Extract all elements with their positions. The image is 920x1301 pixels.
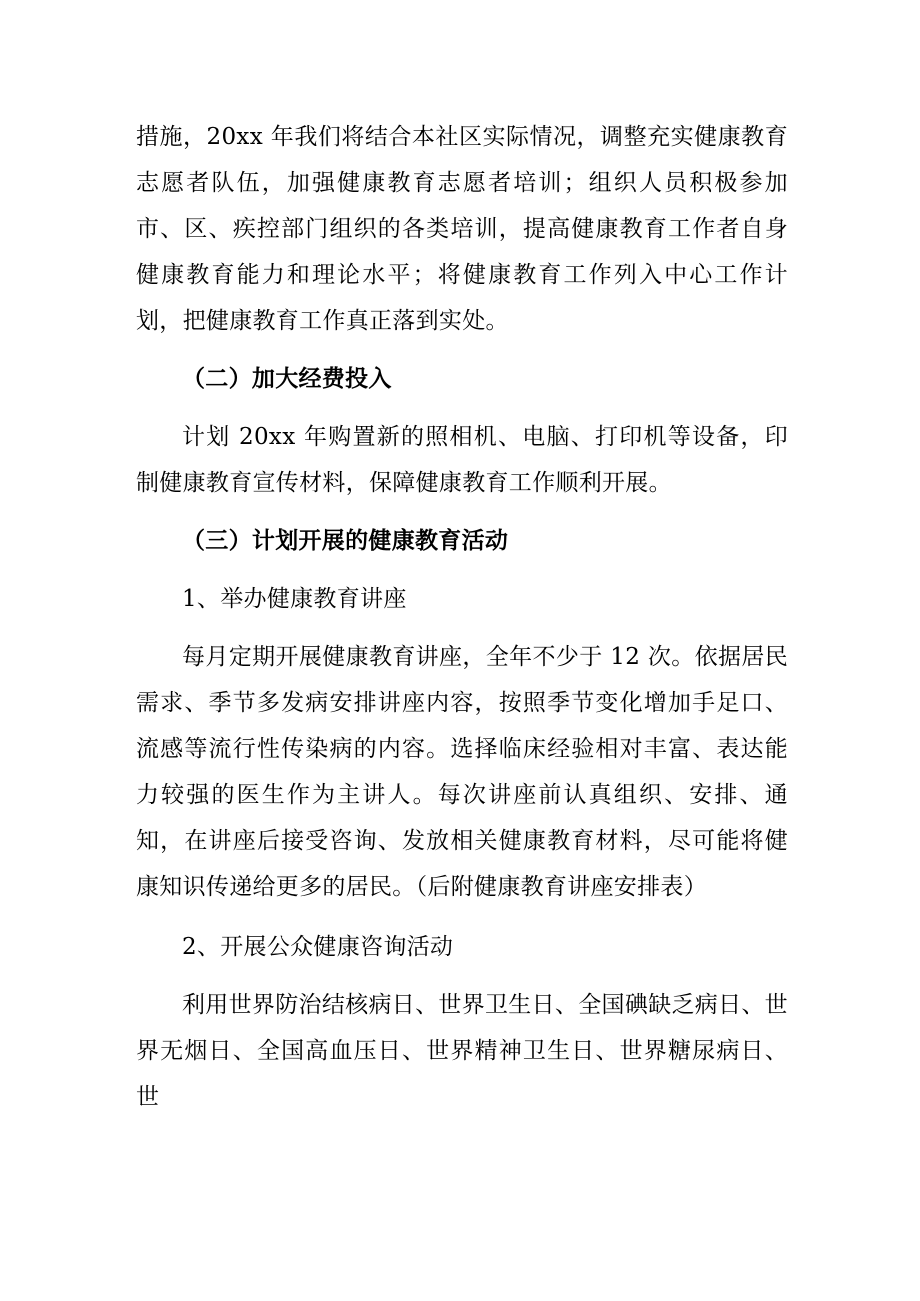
subheading-lectures: 1、举办健康教育讲座 (182, 586, 407, 612)
paragraph-measures: 措施，20xx 年我们将结合本社区实际情况，调整充实健康教育志愿者队伍，加强健康教育志愿者培训；组织人员积极参加市、区、疾控部门组织的各类培训，提高健康教育工作者自身健康教育能力和理论水平；将健康教育工作列入中心工作计划，把健康教育工作真正落到实处。 (136, 124, 788, 334)
section-heading-activities: （三）计划开展的健康教育活动 (182, 527, 509, 554)
paragraph-consultation: 利用世界防治结核病日、世界卫生日、全国碘缺乏病日、世界无烟日、全国高血压日、世界精神卫生日、世界糖尿病日、世 (136, 992, 788, 1110)
subheading-consultation: 2、开展公众健康咨询活动 (182, 934, 454, 960)
section-heading-funding: （二）加大经费投入 (182, 365, 392, 392)
document-body (136, 114, 788, 1120)
paragraph-lectures: 每月定期开展健康教育讲座，全年不少于 12 次。依据居民需求、季节多发病安排讲座内容，按照季节变化增加手足口、流感等流行性传染病的内容。选择临床经验相对丰富、表达能力较强的医生作为主讲人。每次讲座前认真组织、安排、通知，在讲座后接受咨询、发放相关健康教育材料，尽可能将健康知识传递给更多的居民。（后附健康教育讲座安排表） (136, 644, 788, 900)
paragraph-funding: 计划 20xx 年购置新的照相机、电脑、打印机等设备，印制健康教育宣传材料，保障健康教育工作顺利开展。 (136, 424, 788, 496)
